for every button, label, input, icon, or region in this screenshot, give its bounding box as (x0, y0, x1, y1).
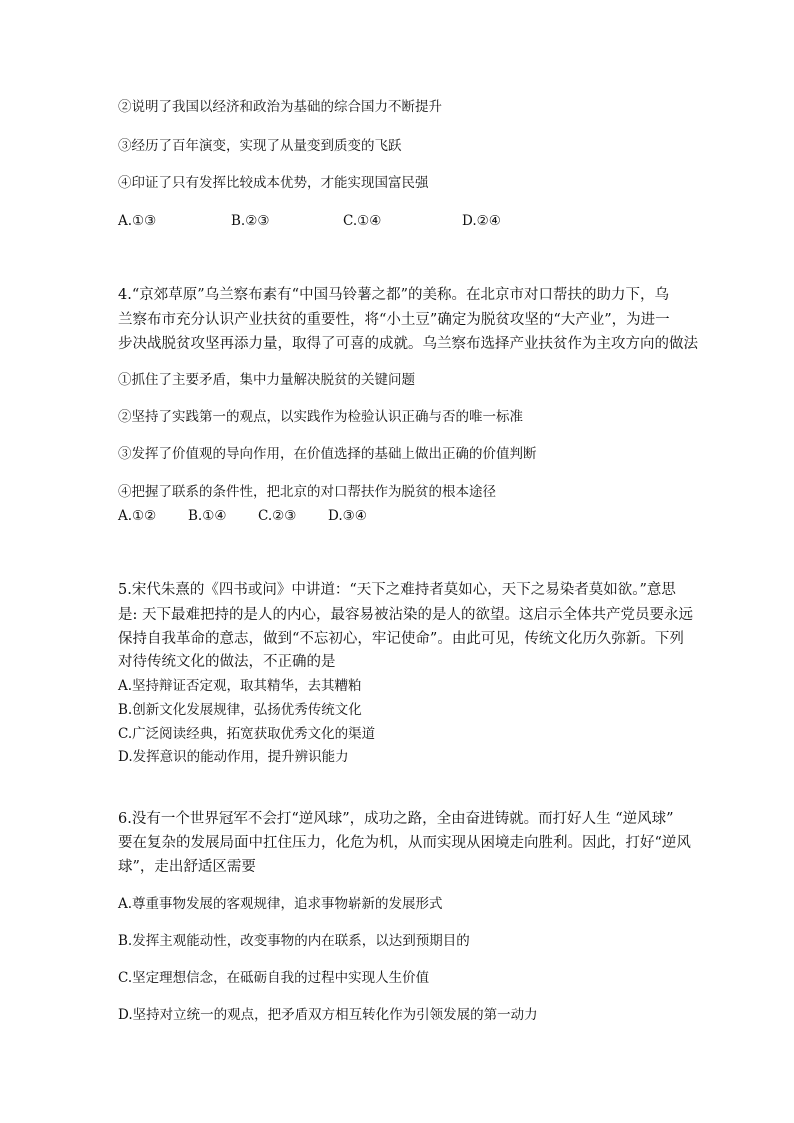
q6-stem-line-1: 6.没有一个世界冠军不会打“逆风球”，成功之路，全由奋进铸就。而打好人生 “逆风球” (118, 811, 674, 827)
q4-stem-line-2: 兰察布市充分认识产业扶贫的重要性，将“小土豆”确定为脱贫攻坚的“大产业”，为进一 (118, 312, 670, 328)
q3-option-a: A.①③ (118, 213, 157, 229)
q5-stem-line-4: 对待传统文化的做法，不正确的是 (118, 654, 336, 670)
q4-stem-line-3: 步决战脱贫攻坚再添力量，取得了可喜的成就。乌兰察布选择产业扶贫作为主攻方向的做法 (118, 336, 698, 352)
q6-option-a: A.尊重事物发展的客观规律，追求事物崭新的发展形式 (118, 896, 443, 912)
q3-option-c: C.①④ (343, 213, 382, 229)
q6-option-c: C.坚定理想信念，在砥砺自我的过程中实现人生价值 (118, 970, 430, 986)
q4-statement-1: ①抓住了主要矛盾，集中力量解决脱贫的关键问题 (118, 372, 415, 388)
q3-statement-2: ②说明了我国以经济和政治为基础的综合国力不断提升 (118, 99, 442, 115)
q3-option-b: B.②③ (231, 213, 270, 229)
q4-statement-3: ③发挥了价值观的导向作用，在价值选择的基础上做出正确的价值判断 (118, 446, 537, 462)
q3-statement-4: ④印证了只有发挥比较成本优势，才能实现国富民强 (118, 175, 429, 191)
q5-stem-line-2: 是: 天下最难把持的是人的内心，最容易被沾染的是人的欲望。这启示全体共产党员要永远 (118, 607, 693, 623)
q6-option-b: B.发挥主观能动性，改变事物的内在联系，以达到预期目的 (118, 933, 470, 949)
q4-option-d: D.③④ (328, 508, 367, 524)
q5-stem-line-1: 5.宋代朱熹的《四书或问》中讲道：“天下之难持者莫如心，天下之易染者莫如欲。”意思 (118, 582, 676, 598)
q4-option-b: B.①④ (188, 508, 227, 524)
q4-option-c: C.②③ (258, 508, 297, 524)
q4-stem-line-1: 4.“京郊草原”乌兰察布素有“中国马铃薯之都”的美称。在北京市对口帮扶的助力下，乌 (118, 287, 669, 303)
q3-option-d: D.②④ (462, 213, 501, 229)
q5-option-b: B.创新文化发展规律，弘扬优秀传统文化 (118, 702, 362, 718)
q6-option-d: D.坚持对立统一的观点，把矛盾双方相互转化作为引领发展的第一动力 (118, 1007, 538, 1023)
q6-stem-line-3: 球”，走出舒适区需要 (118, 859, 256, 875)
q3-statement-3: ③经历了百年演变，实现了从量变到质变的飞跃 (118, 138, 402, 154)
q4-option-a: A.①② (118, 508, 157, 524)
q5-stem-line-3: 保持自我革命的意志，做到“不忘初心，牢记使命”。由此可见，传统文化历久弥新。下列 (118, 631, 684, 647)
q6-stem-line-2: 要在复杂的发展局面中扛住压力，化危为机，从而实现从困境走向胜利。因此，打好“逆风 (118, 835, 691, 851)
q5-option-c: C.广泛阅读经典，拓宽获取优秀文化的渠道 (118, 726, 376, 742)
q5-option-a: A.坚持辩证否定观，取其精华，去其糟粕 (118, 678, 362, 694)
q5-option-d: D.发挥意识的能动作用，提升辨识能力 (118, 749, 349, 765)
q4-statement-4: ④把握了联系的条件性，把北京的对口帮扶作为脱贫的根本途径 (118, 484, 496, 500)
q4-statement-2: ②坚持了实践第一的观点，以实践作为检验认识正确与否的唯一标准 (118, 409, 523, 425)
